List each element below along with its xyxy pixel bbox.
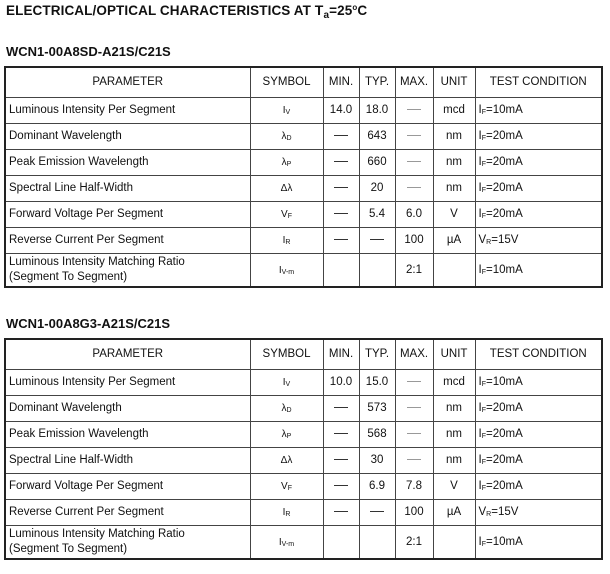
- parameter-name: Spectral Line Half-Width: [9, 182, 133, 194]
- condition-subscript: F: [481, 213, 486, 220]
- condition-value: =10mA: [485, 104, 523, 116]
- test-condition-cell: [475, 149, 602, 175]
- condition-subscript: F: [481, 540, 486, 548]
- title-temperature: =25: [329, 3, 353, 18]
- column-header-min: MIN.: [323, 67, 359, 97]
- symbol: I: [282, 507, 286, 518]
- title-degree: o: [352, 3, 358, 12]
- test-condition-cell: [475, 421, 602, 447]
- parameter-cell: [5, 369, 250, 395]
- column-header-symbol: SYMBOL: [250, 67, 323, 97]
- condition-symbol: I: [478, 376, 482, 388]
- max-cell: [395, 421, 433, 447]
- symbol-subscript: V: [285, 109, 291, 116]
- table-row: [5, 227, 602, 253]
- symbol: λ: [281, 429, 287, 440]
- title-t-symbol: T: [314, 2, 324, 18]
- dash-mark: [334, 161, 348, 162]
- min-cell: [323, 473, 359, 499]
- dash-mark: [334, 485, 348, 486]
- parameter-note: (Segment To Segment): [9, 542, 128, 555]
- typ-value: 573: [367, 402, 387, 414]
- symbol-cell: [250, 473, 323, 499]
- condition-symbol: V: [478, 506, 487, 518]
- dash-mark: [334, 239, 348, 240]
- symbol-subscript: F: [287, 213, 292, 220]
- typ-cell: [359, 149, 395, 175]
- max-value: 100: [404, 506, 424, 518]
- unit-value: nm: [446, 156, 462, 168]
- table-row: [5, 253, 602, 287]
- typ-value: 568: [367, 428, 387, 440]
- symbol-cell: [250, 123, 323, 149]
- symbol-subscript: V-m: [281, 540, 295, 548]
- test-condition-cell: [475, 227, 602, 253]
- unit-value: nm: [446, 182, 462, 194]
- parameter-name: Luminous Intensity Per Segment: [9, 376, 176, 388]
- dash-mark: [334, 407, 348, 408]
- unit-cell: [433, 227, 475, 253]
- min-cell: [323, 97, 359, 123]
- max-cell: [395, 123, 433, 149]
- typ-value: 6.9: [369, 480, 385, 492]
- typ-value: 30: [370, 454, 384, 466]
- condition-value: =20mA: [485, 428, 523, 440]
- max-cell: [395, 149, 433, 175]
- condition-subscript: F: [481, 109, 486, 116]
- condition-symbol: I: [478, 402, 482, 414]
- column-header-min: MIN.: [323, 339, 359, 369]
- parameter-name: Luminous Intensity Per Segment: [9, 104, 176, 116]
- parameter-cell: [5, 447, 250, 473]
- parameter-name: Reverse Current Per Segment: [9, 506, 164, 518]
- column-header-test-condition: TEST CONDITION: [475, 67, 602, 97]
- parameter-name: Luminous Intensity Matching Ratio: [9, 527, 185, 540]
- table-row: [5, 473, 602, 499]
- dash-mark: [334, 135, 348, 136]
- max-cell: [395, 447, 433, 473]
- unit-value: nm: [446, 402, 462, 414]
- typ-value: 15.0: [365, 376, 389, 388]
- symbol: λ: [281, 403, 287, 414]
- dash-mark: [407, 109, 421, 110]
- parameter-name: Reverse Current Per Segment: [9, 234, 164, 246]
- unit-value: µA: [446, 234, 462, 246]
- typ-cell: [359, 123, 395, 149]
- condition-symbol: I: [478, 535, 482, 548]
- dash-mark: [370, 239, 384, 240]
- test-condition-cell: [475, 395, 602, 421]
- typ-cell: [359, 97, 395, 123]
- condition-value: =10mA: [485, 263, 523, 276]
- typ-cell: [359, 395, 395, 421]
- typ-cell: [359, 421, 395, 447]
- unit-value: V: [450, 208, 458, 220]
- max-cell: [395, 201, 433, 227]
- symbol: I: [282, 235, 286, 246]
- symbol-cell: [250, 499, 323, 525]
- condition-value: =20mA: [485, 480, 523, 492]
- condition-value: =15V: [491, 234, 519, 246]
- symbol-subscript: R: [285, 239, 291, 246]
- condition-value: =20mA: [485, 208, 523, 220]
- typ-cell: [359, 473, 395, 499]
- model-heading-1: WCN1-00A8SD-A21S/C21S: [6, 44, 171, 59]
- dash-mark: [407, 459, 421, 460]
- unit-cell: [433, 123, 475, 149]
- condition-value: =20mA: [485, 402, 523, 414]
- unit-value: µA: [446, 506, 462, 518]
- table-row: [5, 395, 602, 421]
- table-row: [5, 123, 602, 149]
- parameter-name: Forward Voltage Per Segment: [9, 480, 164, 492]
- dash-mark: [334, 433, 348, 434]
- parameter-name: Peak Emission Wavelength: [9, 156, 149, 168]
- symbol-subscript: R: [285, 511, 291, 518]
- column-header-test-condition: TEST CONDITION: [475, 339, 602, 369]
- column-header-typ: TYP.: [359, 339, 395, 369]
- parameter-name: Spectral Line Half-Width: [9, 454, 133, 466]
- unit-cell: [433, 97, 475, 123]
- parameter-name: Peak Emission Wavelength: [9, 428, 149, 440]
- symbol-cell: [250, 421, 323, 447]
- max-value: 6.0: [406, 208, 422, 220]
- symbol: V: [281, 481, 288, 492]
- test-condition-cell: [475, 473, 602, 499]
- symbol-cell: [250, 253, 323, 287]
- min-cell: [323, 525, 359, 559]
- dash-mark: [334, 187, 348, 188]
- page-title: [6, 2, 367, 21]
- parameter-cell: [5, 473, 250, 499]
- min-cell: [323, 227, 359, 253]
- header-row: [5, 339, 602, 369]
- unit-cell: [433, 253, 475, 287]
- condition-symbol: I: [478, 263, 482, 276]
- condition-subscript: R: [486, 239, 492, 246]
- symbol: λ: [281, 131, 287, 142]
- parameter-note: (Segment To Segment): [9, 270, 128, 283]
- unit-value: nm: [446, 130, 462, 142]
- condition-subscript: F: [481, 433, 486, 440]
- symbol-cell: [250, 395, 323, 421]
- parameter-cell: [5, 395, 250, 421]
- symbol: Δλ: [280, 455, 293, 466]
- condition-subscript: F: [481, 381, 486, 388]
- characteristics-table-1: [4, 66, 603, 288]
- typ-value: 643: [367, 130, 387, 142]
- table-row: [5, 447, 602, 473]
- condition-value: =20mA: [485, 130, 523, 142]
- dash-mark: [407, 187, 421, 188]
- max-cell: [395, 227, 433, 253]
- parameter-cell: [5, 421, 250, 447]
- condition-value: =10mA: [485, 376, 523, 388]
- parameter-cell: [5, 175, 250, 201]
- max-cell: [395, 395, 433, 421]
- model-heading-2: WCN1-00A8G3-A21S/C21S: [6, 316, 171, 331]
- max-value: 7.8: [406, 480, 422, 492]
- min-cell: [323, 369, 359, 395]
- dash-mark: [407, 161, 421, 162]
- test-condition-cell: [475, 201, 602, 227]
- symbol-subscript: V: [285, 381, 291, 388]
- parameter-name: Dominant Wavelength: [9, 130, 122, 142]
- condition-symbol: I: [478, 182, 482, 194]
- condition-subscript: F: [481, 161, 486, 168]
- unit-value: V: [450, 480, 458, 492]
- condition-symbol: I: [478, 156, 482, 168]
- max-cell: [395, 369, 433, 395]
- typ-value: 660: [367, 156, 387, 168]
- typ-cell: [359, 175, 395, 201]
- test-condition-cell: [475, 499, 602, 525]
- min-cell: [323, 421, 359, 447]
- symbol: I: [278, 264, 282, 276]
- column-header-unit: UNIT: [433, 339, 475, 369]
- table-row: [5, 97, 602, 123]
- max-cell: [395, 253, 433, 287]
- dash-mark: [334, 511, 348, 512]
- symbol-subscript: F: [287, 485, 292, 492]
- column-header-unit: UNIT: [433, 67, 475, 97]
- unit-cell: [433, 201, 475, 227]
- symbol: I: [278, 536, 282, 548]
- typ-cell: [359, 525, 395, 559]
- unit-cell: [433, 149, 475, 175]
- condition-subscript: R: [486, 511, 492, 518]
- min-cell: [323, 253, 359, 287]
- typ-value: 20: [370, 182, 384, 194]
- max-value: 2:1: [406, 535, 422, 548]
- min-cell: [323, 447, 359, 473]
- parameter-name: Forward Voltage Per Segment: [9, 208, 164, 220]
- max-value: 100: [404, 234, 424, 246]
- condition-symbol: V: [478, 234, 487, 246]
- title-t-subscript: a: [323, 10, 330, 21]
- symbol-cell: [250, 227, 323, 253]
- symbol-cell: [250, 175, 323, 201]
- condition-value: =10mA: [485, 535, 523, 548]
- symbol: Δλ: [280, 183, 293, 194]
- dash-mark: [370, 511, 384, 512]
- title-unit: C: [357, 3, 368, 18]
- table-row: [5, 499, 602, 525]
- test-condition-cell: [475, 175, 602, 201]
- dash-mark: [334, 459, 348, 460]
- symbol-cell: [250, 447, 323, 473]
- min-cell: [323, 395, 359, 421]
- max-value: 2:1: [406, 263, 422, 276]
- max-cell: [395, 473, 433, 499]
- min-cell: [323, 175, 359, 201]
- parameter-cell: [5, 525, 250, 559]
- max-cell: [395, 499, 433, 525]
- condition-subscript: F: [481, 459, 486, 466]
- test-condition-cell: [475, 369, 602, 395]
- typ-cell: [359, 253, 395, 287]
- typ-value: 18.0: [365, 104, 389, 116]
- min-cell: [323, 123, 359, 149]
- table-row: [5, 525, 602, 559]
- table-row: [5, 369, 602, 395]
- parameter-cell: [5, 499, 250, 525]
- unit-value: mcd: [443, 376, 465, 388]
- min-value: 14.0: [329, 104, 353, 116]
- parameter-name: Dominant Wavelength: [9, 402, 122, 414]
- symbol-cell: [250, 201, 323, 227]
- table-row: [5, 421, 602, 447]
- title-main: ELECTRICAL/OPTICAL CHARACTERISTICS AT: [6, 3, 315, 18]
- symbol-subscript: P: [286, 161, 292, 168]
- table-row: [5, 201, 602, 227]
- condition-symbol: I: [478, 480, 482, 492]
- symbol-subscript: P: [286, 433, 292, 440]
- condition-subscript: F: [481, 485, 486, 492]
- symbol-cell: [250, 369, 323, 395]
- parameter-cell: [5, 227, 250, 253]
- max-cell: [395, 97, 433, 123]
- symbol-subscript: D: [286, 135, 292, 142]
- dash-mark: [407, 135, 421, 136]
- min-cell: [323, 499, 359, 525]
- symbol-subscript: V-m: [281, 268, 295, 276]
- typ-cell: [359, 447, 395, 473]
- table-row: [5, 149, 602, 175]
- dash-mark: [407, 433, 421, 434]
- unit-cell: [433, 447, 475, 473]
- parameter-name: Luminous Intensity Matching Ratio: [9, 255, 185, 268]
- header-row: [5, 67, 602, 97]
- dash-mark: [407, 407, 421, 408]
- column-header-max: MAX.: [395, 67, 433, 97]
- unit-cell: [433, 499, 475, 525]
- min-cell: [323, 149, 359, 175]
- condition-subscript: F: [481, 268, 486, 276]
- min-cell: [323, 201, 359, 227]
- symbol: λ: [281, 157, 287, 168]
- parameter-cell: [5, 253, 250, 287]
- parameter-cell: [5, 149, 250, 175]
- typ-cell: [359, 499, 395, 525]
- test-condition-cell: [475, 97, 602, 123]
- max-cell: [395, 525, 433, 559]
- condition-symbol: I: [478, 208, 482, 220]
- condition-symbol: I: [478, 130, 482, 142]
- condition-subscript: F: [481, 135, 486, 142]
- condition-value: =15V: [491, 506, 519, 518]
- dash-mark: [407, 381, 421, 382]
- unit-value: mcd: [443, 104, 465, 116]
- condition-symbol: I: [478, 428, 482, 440]
- parameter-cell: [5, 201, 250, 227]
- condition-symbol: I: [478, 104, 482, 116]
- max-cell: [395, 175, 433, 201]
- unit-cell: [433, 421, 475, 447]
- column-header-typ: TYP.: [359, 67, 395, 97]
- column-header-parameter: PARAMETER: [5, 67, 250, 97]
- symbol-cell: [250, 525, 323, 559]
- column-header-symbol: SYMBOL: [250, 339, 323, 369]
- test-condition-cell: [475, 253, 602, 287]
- unit-cell: [433, 175, 475, 201]
- unit-value: nm: [446, 428, 462, 440]
- unit-cell: [433, 473, 475, 499]
- parameter-cell: [5, 123, 250, 149]
- symbol-cell: [250, 97, 323, 123]
- symbol: I: [282, 105, 286, 116]
- unit-cell: [433, 525, 475, 559]
- typ-cell: [359, 201, 395, 227]
- characteristics-table-2: [4, 338, 603, 560]
- symbol-cell: [250, 149, 323, 175]
- unit-cell: [433, 395, 475, 421]
- symbol-subscript: D: [286, 407, 292, 414]
- dash-mark: [334, 213, 348, 214]
- test-condition-cell: [475, 123, 602, 149]
- test-condition-cell: [475, 525, 602, 559]
- column-header-max: MAX.: [395, 339, 433, 369]
- unit-cell: [433, 369, 475, 395]
- min-value: 10.0: [329, 376, 353, 388]
- condition-value: =20mA: [485, 156, 523, 168]
- table-row: [5, 175, 602, 201]
- typ-value: 5.4: [369, 208, 385, 220]
- condition-symbol: I: [478, 454, 482, 466]
- condition-subscript: F: [481, 187, 486, 194]
- test-condition-cell: [475, 447, 602, 473]
- unit-value: nm: [446, 454, 462, 466]
- parameter-cell: [5, 97, 250, 123]
- typ-cell: [359, 227, 395, 253]
- column-header-parameter: PARAMETER: [5, 339, 250, 369]
- condition-subscript: F: [481, 407, 486, 414]
- condition-value: =20mA: [485, 182, 523, 194]
- symbol: I: [282, 377, 286, 388]
- symbol: V: [281, 209, 288, 220]
- condition-value: =20mA: [485, 454, 523, 466]
- typ-cell: [359, 369, 395, 395]
